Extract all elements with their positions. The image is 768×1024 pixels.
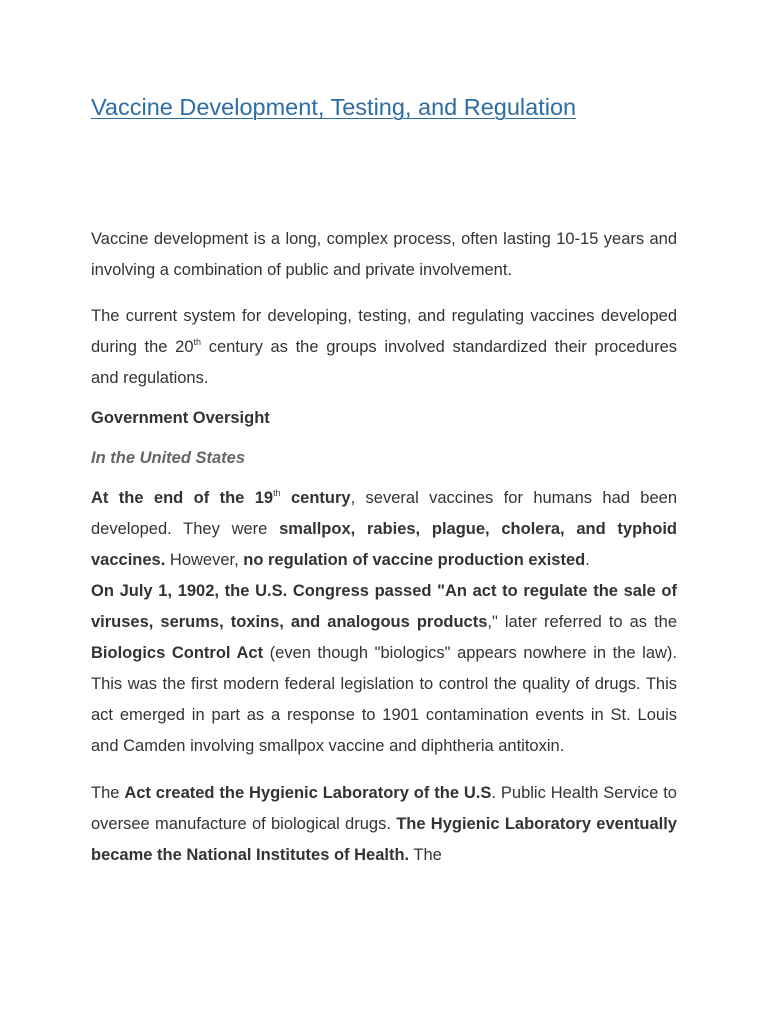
paragraph-intro: Vaccine development is a long, complex process, often lasting 10-15 years and involving a combination of public and private involvement.	[91, 230, 677, 279]
paragraph-text: The current system for developing, testing, and regulating vaccines developed during the 20	[91, 307, 677, 356]
document-body	[91, 224, 677, 871]
paragraph-biologics-act	[91, 576, 677, 762]
bold-text: On July 1, 1902, the U.S. Congress passed "An act to regulate the sale of viruses, serums, toxins, and analogous products	[91, 582, 677, 631]
paragraph-hygienic-laboratory	[91, 778, 677, 871]
paragraph-text: The	[91, 784, 125, 802]
bold-text: Act created the Hygienic Laboratory of the U.S	[124, 784, 492, 802]
superscript-ordinal: th	[273, 488, 281, 498]
bold-text: Biologics Control Act	[91, 644, 264, 662]
paragraph-text: However,	[165, 551, 244, 569]
paragraph-text: . Public Health Service to oversee manufacture of biological drugs.	[91, 784, 677, 833]
paragraph-current-system	[91, 301, 677, 394]
bold-text: At the end of the 19	[91, 489, 274, 507]
bold-text: smallpox, rabies, plague, cholera, and typhoid vaccines.	[91, 520, 678, 569]
superscript-ordinal: th	[193, 337, 202, 347]
bold-text: century	[280, 489, 351, 507]
paragraph-text: (even though "biologics" appears nowhere in the law). This was the first modern federal legislation to control the quality of drugs. This act emerged in part as a response to 1901 contamination events in St. Louis and Camden involving smallpox vaccine and diphtheria antitoxin.	[91, 644, 677, 755]
paragraph-text: .	[585, 551, 590, 569]
bold-text: no regulation of vaccine production existed	[243, 551, 586, 569]
heading-government-oversight: Government Oversight	[91, 409, 270, 427]
paragraph-text: century as the groups involved standardized their procedures and regulations.	[91, 338, 678, 387]
page-title-link[interactable]: Vaccine Development, Testing, and Regulation	[91, 94, 577, 120]
paragraph-text: The	[409, 846, 442, 864]
bold-text: The Hygienic Laboratory eventually became the National Institutes of Health.	[91, 815, 677, 864]
paragraph-text: , several vaccines for humans had been developed. They were	[91, 489, 678, 538]
paragraph-text: ," later referred to as the	[487, 613, 678, 631]
paragraph-19th-century	[91, 483, 677, 576]
heading-united-states: In the United States	[91, 449, 246, 467]
